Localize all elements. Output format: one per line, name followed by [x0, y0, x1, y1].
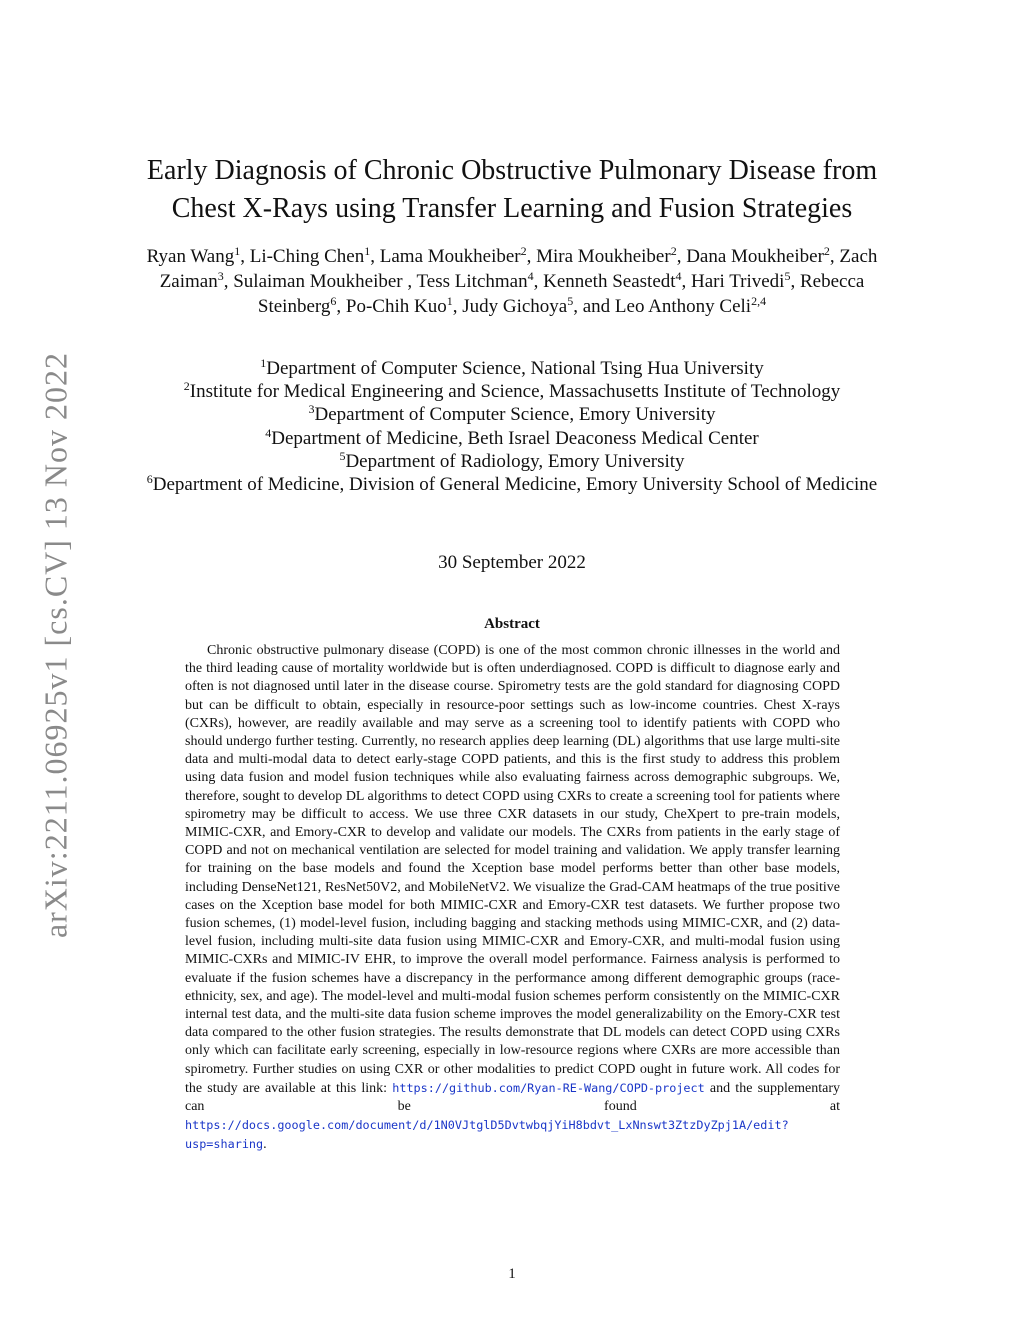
affiliation-list [128, 357, 896, 496]
publication-date: 30 September 2022 [438, 552, 586, 573]
affiliation: $^3$Department of Computer Science, Emory University [308, 402, 716, 426]
affiliation: $^4$Department of Medicine, Beth Israel Deaconess Medical Center [265, 425, 759, 449]
arxiv-identifier: arXiv:2211.06925v1 [cs.CV] 13 Nov 2022 [37, 351, 74, 939]
author: Mira Moukheiber$^2$ [536, 244, 677, 267]
author: Lama Moukheiber$^2$ [379, 244, 527, 267]
abstract-body [185, 642, 840, 1155]
paper-title: Early Diagnosis of Chronic Obstructive Pulmonary Disease from Chest X-Rays using Transfer Learning and Fusion Strategies [146, 155, 878, 224]
author: Rebecca Steinberg$^6$ [257, 271, 865, 317]
affiliation: $^6$Department of Medicine, Division of General Medicine, Emory University School of Medicine [146, 472, 878, 496]
affiliation: $^1$Department of Computer Science, National Tsing Hua University [260, 356, 764, 379]
author: Ryan Wang$^1$ [146, 244, 241, 267]
abstract-text: Chronic obstructive pulmonary disease (COPD) is one of the most common chronic illnesses in the world and the third leading cause of mortality worldwide but is often underdiagnosed. COPD is difficult to diagnose early and often is not diagnosed until later in the disease course. Spirometry tests are the gold standard for diagnosing COPD but can be difficult to obtain, especially in resource-poor settings such as low-income countries. Chest X-rays (CXRs), however, are readily available and may serve as a screening tool to identify patients with COPD who should undergo further testing. Currently, no research applies deep learning (DL) algorithms that use large multi-site data and multi-modal data to detect early-stage COPD patients, and this is the first study to address this problem using data fusion and model fusion techniques while also evaluating fairness across demographic subgroups. We, therefore, sought to develop DL algorithms to detect COPD using CXRs to create a screening tool for patients where spirometry may be difficult to access. We use three CXR datasets in our study, CheXpert to pre-train models, MIMIC-CXR, and Emory-CXR to develop and validate our models. The CXRs from patients in the early stage of COPD and not on mechanical ventilation are selected for model training and validation. We apply transfer learning for training on the base models and found the Xception base model performs better than other base models, including DenseNet121, ResNet50V2, and MobileNetV2. We visualize the Grad-CAM heatmaps of the true positive cases on the Xception base model for both MIMIC-CXR and Emory-CXR test datasets. We further propose two fusion schemes, (1) model-level fusion, including bagging and stacking methods using MIMIC-CXR, and (2) data-level fusion, including multi-site data fusion using MIMIC-CXR and Emory-CXR, and multi-modal fusion using MIMIC-CXRs and MIMIC-IV EHR, to improve the overall model performance. Fairness analysis is performed to evaluate if the fusion schemes have a discrepancy in the performance among different demographic groups (race-ethnicity, sex, and age). The model-level and multi-modal fusion schemes perform consistently on the MIMIC-CXR internal test data, and the multi-site data fusion scheme improves the model generalizability on the Emory-CXR test data compared to the other fusion strategies. The results demonstrate that DL models can detect COPD using CXRs only which can facilitate early screening, especially in low-resource regions where CXRs are more accessible than spirometry. Further studies on using CXR or other modalities to predict COPD ought in future work. All codes for the study are available at this link: [185, 643, 840, 1096]
abstract-text-middle: and the supplementary can be found at [185, 1080, 840, 1115]
affiliation: $^5$Department of Radiology, Emory University [339, 448, 685, 472]
author: Po-Chih Kuo$^1$ [345, 294, 453, 317]
github-link[interactable]: https://github.com/Ryan-RE-Wang/COPD-project [392, 1080, 705, 1095]
author: Dana Moukheiber$^2$ [686, 244, 830, 267]
author: Li-Ching Chen$^1$ [249, 244, 371, 267]
affiliation: $^2$Institute for Medical Engineering and Science, Massachusetts Institute of Technology [183, 379, 841, 403]
author: Kenneth Seastedt$^4$ [543, 269, 682, 292]
author: Judy Gichoya$^5$ [462, 294, 574, 317]
page-number: 1 [508, 1266, 516, 1282]
abstract-heading: Abstract [484, 616, 540, 632]
supplementary-link[interactable]: https://docs.google.com/document/d/1N0VJtglD5DvtwbqjYiH8bdvt_LxNnswt3ZtzDyZpj1A/edit?usp=sharing [185, 1118, 789, 1152]
author: Sulaiman Moukheiber [233, 271, 403, 292]
author-list: Ryan Wang$^1$, Li-Ching Chen$^1$, Lama Moukheiber$^2$, Mira Moukheiber$^2$, Dana Moukheiber$^2$, Zach Zaiman$^3$, Sulaiman Moukheiber , Tess Litchman$^4$, Kenneth Seastedt$^4$, Hari Trivedi$^5$, Rebecca Steinberg$^6$, Po-Chih Kuo$^1$, Judy Gichoya$^5$, and Leo Anthony Celi$^{2,4}$ [146, 244, 878, 317]
author: Tess Litchman$^4$ [416, 269, 534, 292]
author: Zach Zaiman$^3$ [159, 246, 878, 292]
author: Hari Trivedi$^5$ [691, 269, 791, 292]
abstract-text-end: . [263, 1137, 267, 1153]
author: Leo Anthony Celi$^{2,4}$ [614, 294, 767, 317]
